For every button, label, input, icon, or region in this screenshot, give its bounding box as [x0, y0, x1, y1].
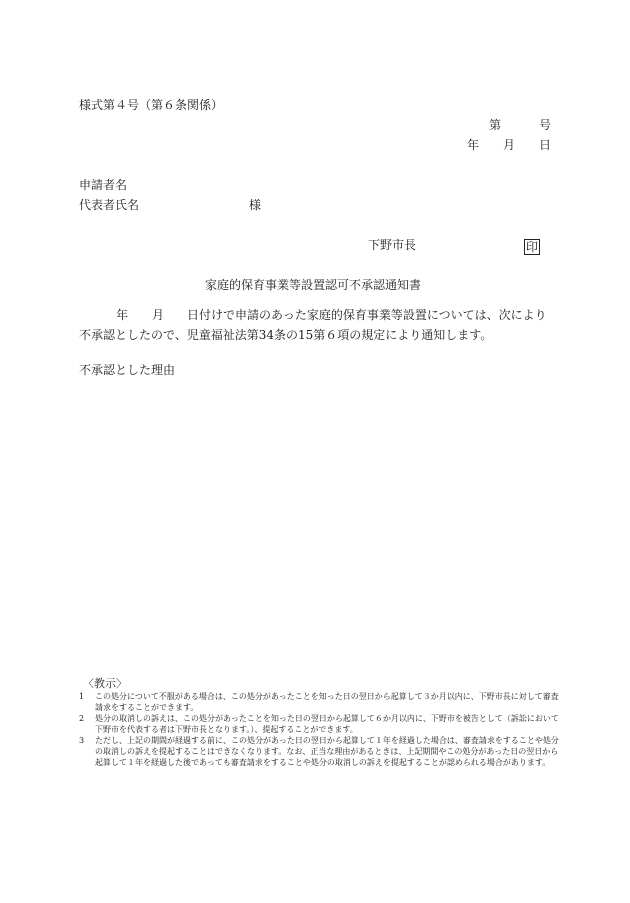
instruction-num: 2 — [79, 714, 85, 723]
doc-number-go: 号 — [539, 118, 552, 132]
instruction-item — [79, 691, 559, 713]
body-line2: 不承認としたので、児童福祉法第34条の15第６項の規定により通知します。 — [79, 328, 493, 342]
body-line1: 日付けで申請のあった家庭的保育事業等設置については、次により — [187, 308, 547, 322]
seal-stamp — [524, 236, 540, 255]
doc-title: 家庭的保育事業等設置認可不承認通知書 — [205, 278, 422, 292]
seal-mark: 印 — [526, 240, 539, 254]
instruction-text: この処分について不服がある場合は、この処分があったことを知った日の翌日から起算して３か月以内に、下野市長に対して審査請求をすることができます。 — [95, 692, 559, 712]
instructions-heading: 〈教示〉 — [83, 677, 127, 690]
representative-label: 代表者氏名 — [79, 198, 140, 212]
honorific: 様 — [249, 198, 262, 212]
instruction-item — [79, 735, 559, 768]
body-year: 年 — [116, 308, 129, 322]
date-year: 年 — [467, 138, 480, 152]
issuer-title: 下野市長 — [368, 238, 417, 252]
instruction-num: 3 — [79, 736, 85, 745]
applicant-name-label: 申請者名 — [79, 178, 128, 192]
form-label: 様式第４号（第６条関係） — [79, 98, 224, 112]
date-month: 月 — [503, 138, 516, 152]
date-day: 日 — [539, 138, 552, 152]
doc-number-dai: 第 — [489, 118, 502, 132]
instruction-item — [79, 713, 559, 735]
instructions — [79, 677, 559, 768]
body-month: 月 — [152, 308, 165, 322]
instruction-text: ただし、上記の期間が経過する前に、この処分があった日の翌日から起算して１年を経過した場合は、審査請求をすることや処分の取消しの訴えを提起することはできなくなります。なお、正当な理由があるときは、上記期間やこの処分があった日の翌日から起算して１年を経過した後であっても審査請求をすることや処分の取消しの訴えを提起することが認められる場合があります。 — [95, 736, 559, 767]
reason-label: 不承認とした理由 — [79, 363, 176, 377]
instruction-text: 処分の取消しの訴えは、この処分があったことを知った日の翌日から起算して６か月以内に、下野市を被告として（訴訟において下野市を代表する者は下野市長となります。）、提起することができます。 — [95, 714, 559, 734]
instruction-num: 1 — [79, 692, 85, 701]
